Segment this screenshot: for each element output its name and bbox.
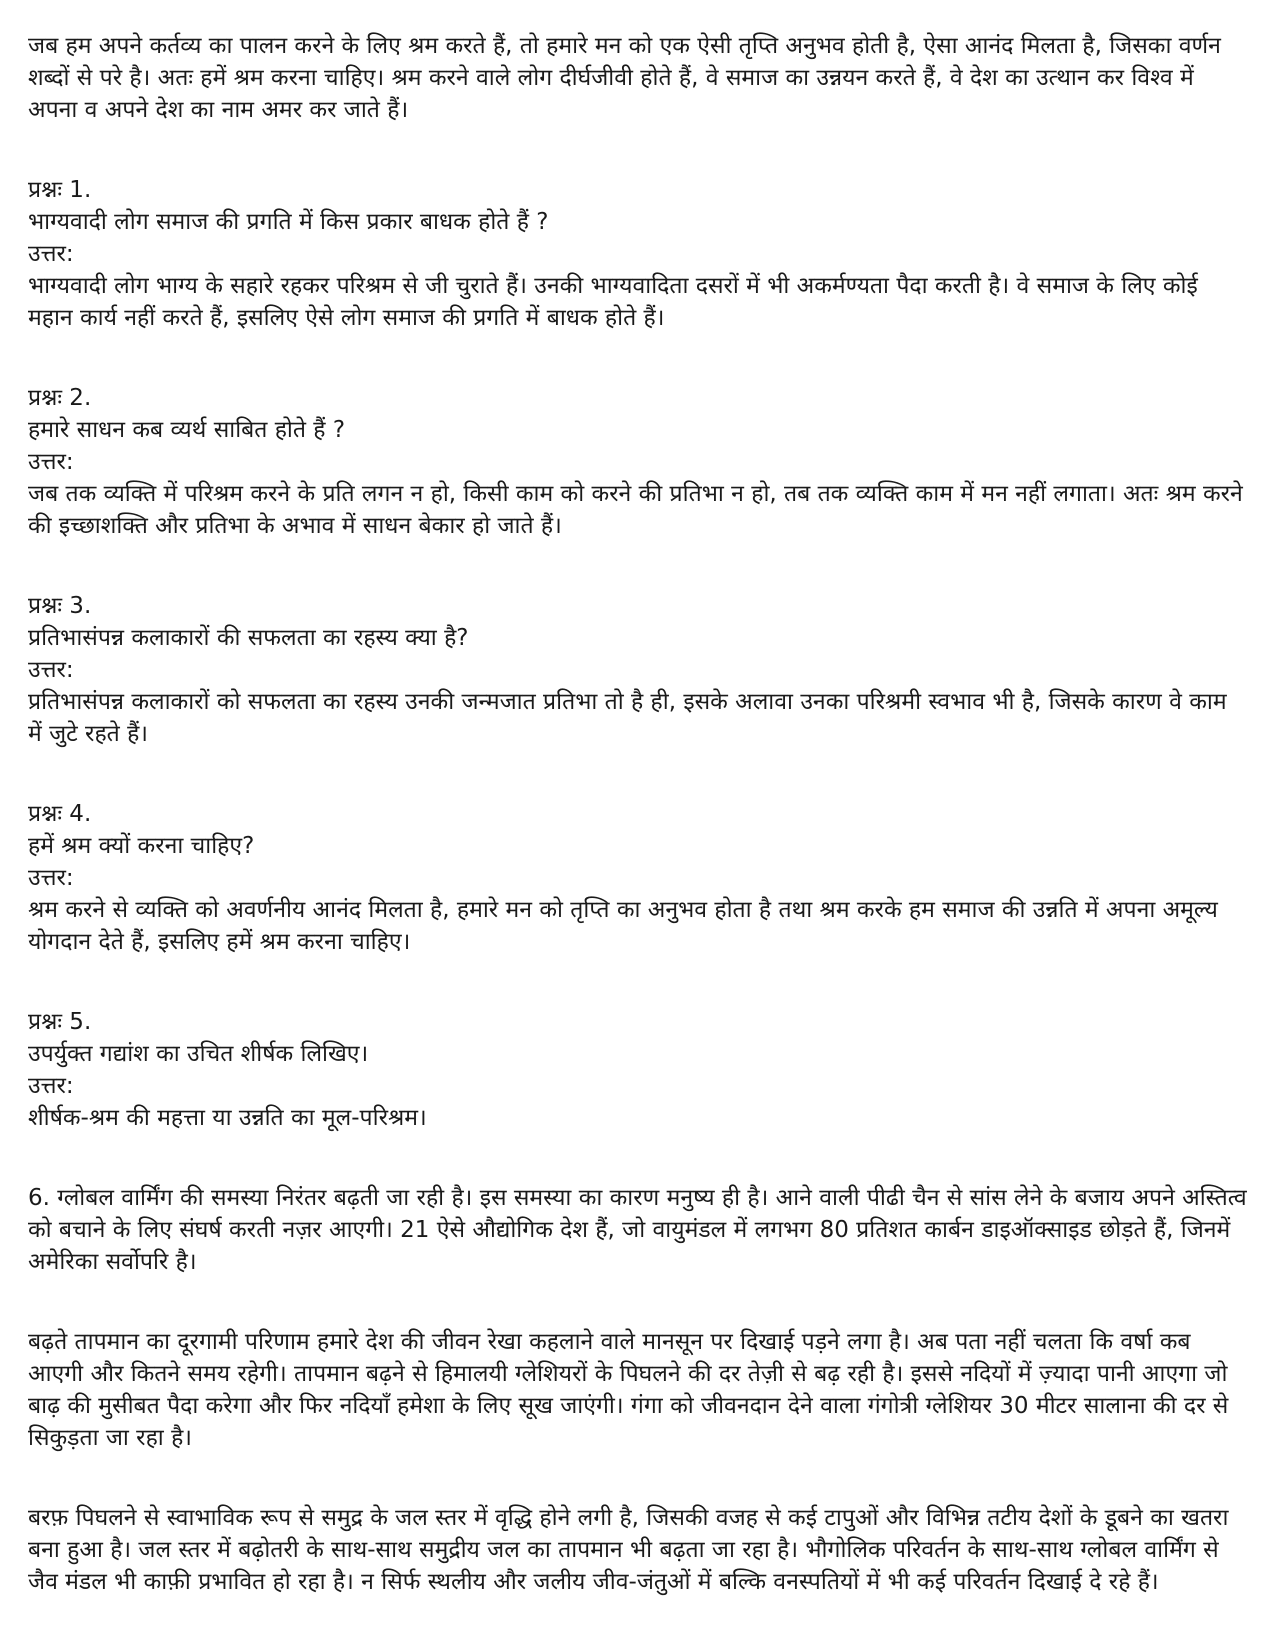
question-text: प्रतिभासंपन्न कलाकारों की सफलता का रहस्य क्या है? (28, 625, 469, 651)
question-label: प्रश्नः 4. (28, 801, 92, 827)
question-text: भाग्यवादी लोग समाज की प्रगति में किस प्रकार बाधक होते हैं ? (28, 209, 549, 235)
intro-paragraph: जब हम अपने कर्तव्य का पालन करने के लिए श्रम करते हैं, तो हमारे मन को एक ऐसी तृप्ति अनुभव होती है, ऐसा आनंद मिलता है, जिसका वर्णन शब्दों से परे है। अतः हमें श्रम करना चाहिए। श्रम करने वाले लोग दीर्घजीवी होते हैं, वे समाज का उन्नयन करते हैं, वे देश का उत्थान कर विश्व में अपना व अपने देश का नाम अमर कर जाते हैं। (28, 33, 1221, 123)
passage-6-paragraph-3: बरफ़ पिघलने से स्वाभाविक रूप से समुद्र के जल स्तर में वृद्धि होने लगी है, जिसकी वजह से कई टापुओं और विभिन्न तटीय देशों के डूबने का खतरा बना हुआ है। जल स्तर में बढ़ोतरी के साथ-साथ समुद्रीय जल का तापमान भी बढ़ता जा रहा है। भौगोलिक परिवर्तन के साथ-साथ ग्लोबल वार्मिंग से जैव मंडल भी काफ़ी प्रभावित हो रहा है। न सिर्फ स्थलीय और जलीय जीव-जंतुओं में बल्कि वनस्पतियों में भी कई परिवर्तन दिखाई दे रहे हैं। (28, 1505, 1229, 1595)
answer-label: उत्तर: (28, 657, 74, 683)
question-block-4 (28, 798, 1247, 958)
answer-label: उत्तर: (28, 1073, 74, 1099)
passage-6-paragraph-2: बढ़ते तापमान का दूरगामी परिणाम हमारे देश की जीवन रेखा कहलाने वाले मानसून पर दिखाई पड़ने लगा है। अब पता नहीं चलता कि वर्षा कब आएगी और कितने समय रहेगी। तापमान बढ़ने से हिमालयी ग्लेशियरों के पिघलने की दर तेज़ी से बढ़ रही है। इससे नदियों में ज़्यादा पानी आएगा जो बाढ़ की मुसीबत पैदा करेगा और फिर नदियाँ हमेशा के लिए सूख जाएंगी। गंगा को जीवनदान देने वाला गंगोत्री ग्लेशियर 30 मीटर सालाना की दर से सिकुड़ता जा रहा है। (28, 1329, 1229, 1451)
passage-6-paragraph-1: 6. ग्लोबल वार्मिंग की समस्या निरंतर बढ़ती जा रही है। इस समस्या का कारण मनुष्य ही है। आने वाली पीढी चैन से सांस लेने के बजाय अपने अस्तित्व को बचाने के लिए संघर्ष करती नज़र आएगी। 21 ऐसे औद्योगिक देश हैं, जो वायुमंडल में लगभग 80 प्रतिशत कार्बन डाइऑक्साइड छोड़ते हैं, जिनमें अमेरिका सर्वोपरि है। (28, 1185, 1247, 1275)
answer-text: श्रम करने से व्यक्ति को अवर्णनीय आनंद मिलता है, हमारे मन को तृप्ति का अनुभव होता है तथा श्रम करके हम समाज की उन्नति में अपना अमूल्य योगदान देते हैं, इसलिए हमें श्रम करना चाहिए। (28, 897, 1218, 955)
answer-text: प्रतिभासंपन्न कलाकारों को सफलता का रहस्य उनकी जन्मजात प्रतिभा तो है ही, इसके अलावा उनका परिश्रमी स्वभाव भी है, जिसके कारण वे काम में जुटे रहते हैं। (28, 689, 1227, 747)
question-block-5 (28, 1006, 1247, 1134)
question-text: उपर्युक्त गद्यांश का उचित शीर्षक लिखिए। (28, 1041, 369, 1067)
question-label: प्रश्नः 1. (28, 177, 92, 203)
answer-label: उत्तर: (28, 449, 74, 475)
document-page (28, 30, 1247, 1598)
answer-text: भाग्यवादी लोग भाग्य के सहारे रहकर परिश्रम से जी चुराते हैं। उनकी भाग्यवादिता दसरों में भी अकर्मण्यता पैदा करती है। वे समाज के लिए कोई महान कार्य नहीं करते हैं, इसलिए ऐसे लोग समाज की प्रगति में बाधक होते हैं। (28, 273, 1198, 331)
question-block-3 (28, 590, 1247, 750)
answer-label: उत्तर: (28, 241, 74, 267)
question-text: हमें श्रम क्यों करना चाहिए? (28, 833, 255, 859)
question-block-2 (28, 382, 1247, 542)
question-text: हमारे साधन कब व्यर्थ साबित होते हैं ? (28, 417, 346, 443)
answer-label: उत्तर: (28, 865, 74, 891)
answer-text: शीर्षक-श्रम की महत्ता या उन्नति का मूल-परिश्रम। (28, 1105, 427, 1131)
question-block-1 (28, 174, 1247, 334)
question-label: प्रश्नः 5. (28, 1009, 92, 1035)
answer-text: जब तक व्यक्ति में परिश्रम करने के प्रति लगन न हो, किसी काम को करने की प्रतिभा न हो, तब तक व्यक्ति काम में मन नहीं लगाता। अतः श्रम करने की इच्छाशक्ति और प्रतिभा के अभाव में साधन बेकार हो जाते हैं। (28, 481, 1243, 539)
question-label: प्रश्नः 2. (28, 385, 92, 411)
question-label: प्रश्नः 3. (28, 593, 92, 619)
